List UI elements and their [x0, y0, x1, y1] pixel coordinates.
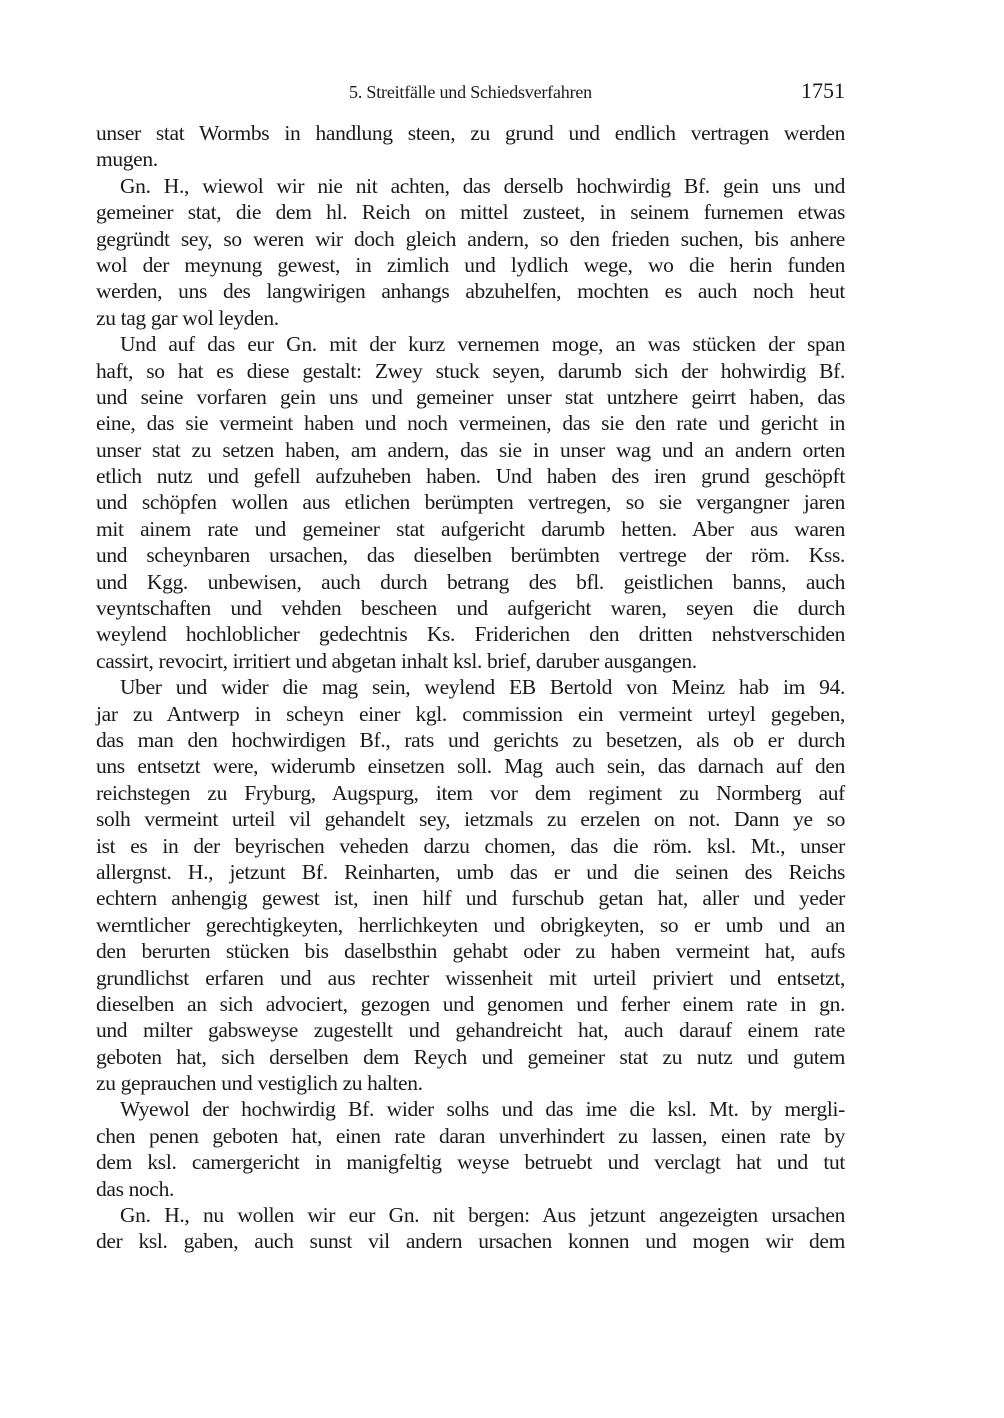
text-line: und Kgg. unbewisen, auch durch betrang des bfl. geistlichen banns, auch [96, 569, 845, 594]
text-line: etlich nutz und gefell aufzuheben haben. Und haben des iren grund geschöpft [96, 464, 845, 489]
text-line: zu geprauchen und vestiglich zu halten. [96, 1071, 423, 1096]
text-line: zu tag gar wol leyden. [96, 305, 279, 330]
text-line: Wyewol der hochwirdig Bf. wider solhs und das ime die ksl. Mt. by mergli- [120, 1097, 845, 1122]
text-line: grundlichst erfaren und aus rechter wissenheit mit urteil priviert und entsetzt, [96, 965, 845, 990]
text-line: weylend hochloblicher gedechtnis Ks. Friderichen den dritten nehstverschiden [96, 622, 845, 647]
text-line: das noch. [96, 1176, 175, 1201]
text-line: werntlicher gerechtigkeyten, herrlichkeyten und obrigkeyten, so er umb und an [96, 912, 845, 937]
text-line: chen penen geboten hat, einen rate daran unverhindert zu lassen, einen rate by [96, 1123, 845, 1148]
text-line: ist es in der beyrischen veheden darzu chomen, das die röm. ksl. Mt., unser [96, 833, 845, 858]
text-line: das man den hochwirdigen Bf., rats und gerichts zu besetzen, als ob er durch [96, 727, 845, 752]
text-line: unser stat Wormbs in handlung steen, zu grund und endlich vertragen werden [96, 121, 845, 145]
text-line: uns entsetzt were, widerumb einsetzen soll. Mag auch sein, das darnach auf den [96, 754, 845, 779]
text-line: solh vermeint urteil vil gehandelt sey, ietzmals zu erzelen on not. Dann ye so [96, 807, 845, 832]
text-line: werden, uns des langwirigen anhangs abzuhelfen, mochten es auch noch heut [96, 279, 845, 304]
text-line: Und auf das eur Gn. mit der kurz vernemen moge, an was stücken der span [120, 332, 845, 357]
text-line: wol der meynung gewest, in zimlich und lydlich wege, wo die herin funden [96, 252, 845, 277]
text-line: dieselben an sich advociert, gezogen und genomen und ferher einem rate in gn. [96, 991, 845, 1016]
text-line: echtern anhengig gewest ist, inen hilf und furschub getan hat, aller und yeder [96, 886, 845, 911]
paragraph [96, 120, 845, 173]
text-line: eine, das sie vermeint haben und noch vermeinen, das sie den rate und gericht in [96, 411, 845, 436]
text-line: gemeiner stat, die dem hl. Reich on mittel zusteet, in seinem furnemen etwas [96, 200, 845, 225]
text-line: und seine vorfaren gein uns und gemeiner unser stat untzhere geirrt haben, das [96, 384, 845, 409]
text-line: Gn. H., nu wollen wir eur Gn. nit bergen: Aus jetzunt angezeigten ursachen [120, 1203, 845, 1228]
text-line: und schöpfen wollen aus etlichen berümpten vertregen, so sie vergangner jaren [96, 490, 845, 515]
text-line: mugen. [96, 147, 158, 172]
text-line: den berurten stücken bis daselbsthin gehabt oder zu haben vermeint hat, aufs [96, 939, 845, 964]
text-line: unser stat zu setzen haben, am andern, das sie in unser wag und an andern orten [96, 437, 845, 462]
paragraph [96, 173, 845, 331]
paragraph [96, 674, 845, 1096]
text-line: allergnst. H., jetzunt Bf. Reinharten, umb das er und die seinen des Reichs [96, 859, 845, 884]
text-line: jar zu Antwerp in scheyn einer kgl. commission ein vermeint urteyl gegeben, [96, 701, 845, 726]
paragraph [96, 331, 845, 674]
text-line: Gn. H., wiewol wir nie nit achten, das derselb hochwirdig Bf. gein uns und [120, 173, 845, 198]
page-number: 1751 [801, 78, 845, 103]
text-line: der ksl. gaben, auch sunst vil andern ursachen konnen und mogen wir dem [96, 1229, 845, 1254]
text-line: Uber und wider die mag sein, weylend EB Bertold von Meinz hab im 94. [120, 675, 845, 700]
page-header [96, 78, 845, 108]
text-line: und scheynbaren ursachen, das dieselben berümbten vertrege der röm. Kss. [96, 543, 845, 568]
text-line: und milter gabsweyse zugestellt und gehandreicht hat, auch darauf einem rate [96, 1018, 845, 1043]
text-line: reichstegen zu Fryburg, Augspurg, item vor dem regiment zu Normberg auf [96, 780, 845, 805]
text-line: veyntschaften und vehden bescheen und aufgericht waren, seyen die durch [96, 596, 845, 621]
text-line: cassirt, revocirt, irritiert und abgetan inhalt ksl. brief, daruber ausgangen. [96, 648, 697, 673]
paragraph [96, 1202, 845, 1255]
text-line: dem ksl. camergericht in manigfeltig weyse betruebt und verclagt hat und tut [96, 1150, 845, 1175]
body-text [96, 120, 845, 1255]
text-line: gegründt sey, so weren wir doch gleich andern, so den frieden suchen, bis anhere [96, 226, 845, 251]
text-line: mit ainem rate und gemeiner stat aufgericht darumb hetten. Aber aus waren [96, 516, 845, 541]
text-line: geboten hat, sich derselben dem Reych und gemeiner stat zu nutz und gutem [96, 1044, 845, 1069]
running-title: 5. Streitfälle und Schiedsverfahren [349, 82, 592, 102]
text-line: haft, so hat es diese gestalt: Zwey stuck seyen, darumb sich der hohwirdig Bf. [96, 358, 845, 383]
paragraph [96, 1096, 845, 1202]
